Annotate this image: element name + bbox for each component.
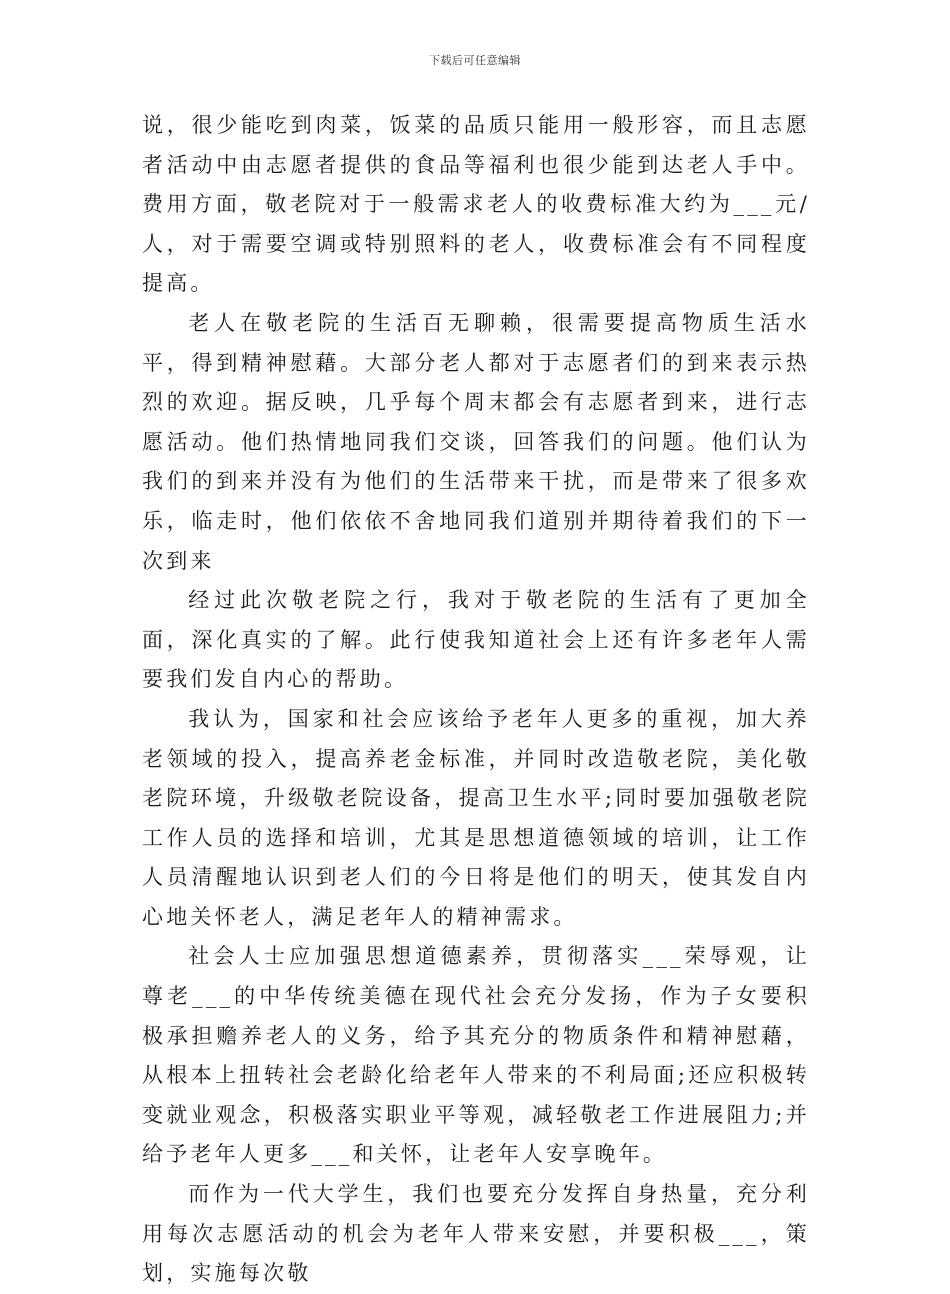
page-header: 下载后可任意编辑 xyxy=(429,54,521,67)
paragraph-social-figures: 社会人士应加强思想道德素养，贯彻落实___荣辱观，让尊老___的中华传统美德在现代社会充分发扬，作为子女要积极承担赡养老人的义务，给予其充分的物质条件和精神慰藉，从根本上扭转社会老龄化给老年人带来的不利局面;还应积极转变就业观念，积极落实职业平等观，减轻敬老工作进展阻力;并给予老年人更多___和关怀，让老年人安享晚年。 xyxy=(142,944,810,1167)
paragraph-elderly-life: 老人在敬老院的生活百无聊赖，很需要提高物质生活水平，得到精神慰藉。大部分老人都对于志愿者们的到来表示热烈的欢迎。据反映，几乎每个周末都会有志愿者到来，进行志愿活动。他们热情地同我们交谈，回答我们的问题。他们认为我们的到来并没有为他们的生活带来干扰，而是带来了很多欢乐，临走时，他们依依不舍地同我们道别并期待着我们的下一次到来 xyxy=(142,310,810,573)
paragraph-students: 而作为一代大学生，我们也要充分发挥自身热量，充分利用每次志愿活动的机会为老年人带来安慰，并要积极___，策划，实施每次敬 xyxy=(142,1182,810,1286)
paragraph-continuation: 说，很少能吃到肉菜，饭菜的品质只能用一般形容，而且志愿者活动中由志愿者提供的食品等福利也很少能到达老人手中。费用方面，敬老院对于一般需求老人的收费标准大约为___元/人，对于需要空调或特别照料的老人，收费标准会有不同程度提高。 xyxy=(142,113,810,296)
paragraph-state-society: 我认为，国家和社会应该给予老年人更多的重视，加大养老领域的投入，提高养老金标准，并同时改造敬老院，美化敬老院环境，升级敬老院设备，提高卫生水平;同时要加强敬老院工作人员的选择和培训，尤其是思想道德领域的培训，让工作人员清醒地认识到老人们的今日将是他们的明天，使其发自内心地关怀老人，满足老年人的精神需求。 xyxy=(142,706,810,929)
paragraph-visit-reflection: 经过此次敬老院之行，我对于敬老院的生活有了更加全面，深化真实的了解。此行使我知道社会上还有许多老年人需要我们发自内心的帮助。 xyxy=(142,588,810,692)
body-text xyxy=(142,106,810,1294)
